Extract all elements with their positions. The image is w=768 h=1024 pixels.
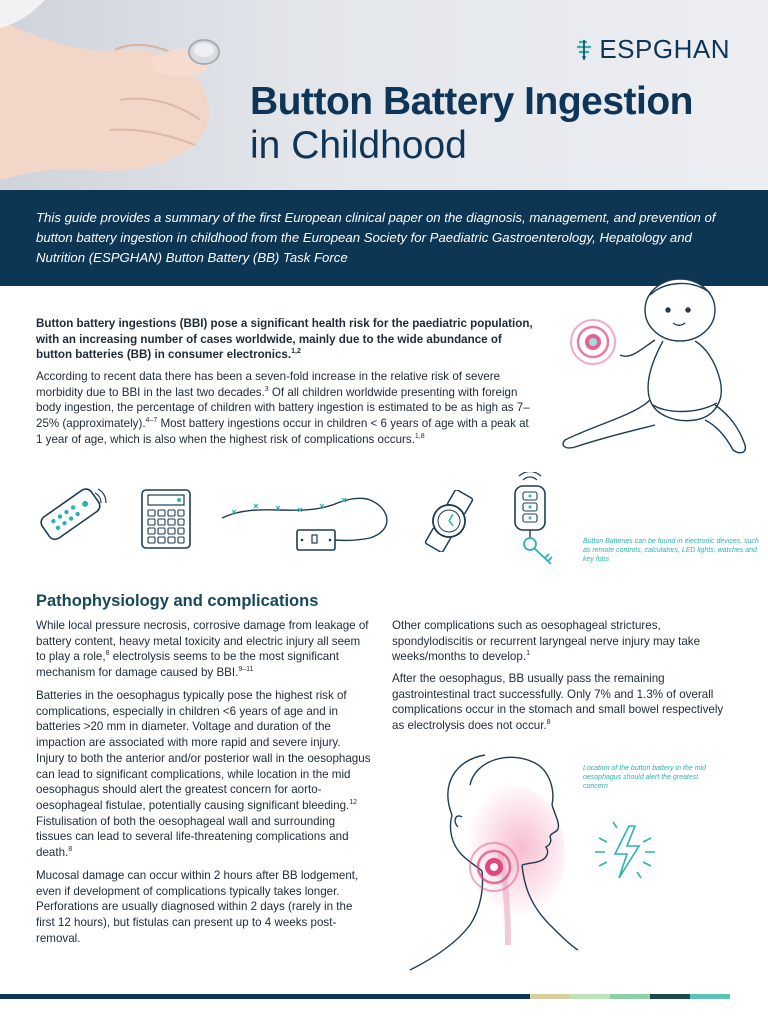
prevalence-text-2: Of all children worldwide presenting with foreign body ingestion, the percentage of children with battery ingestion is estimated to be as high as 7–25% (approximately). <box>36 385 530 431</box>
mechanism-text-1: While local pressure necrosis, corrosive damage from leakage of battery content, heavy metal toxicity and electric injury all seem to play a role, <box>36 619 369 664</box>
prevalence-ref-2: 4–7 <box>145 417 158 425</box>
header-banner <box>0 0 768 190</box>
electricity-icon <box>585 818 665 886</box>
calculator-icon <box>140 488 192 550</box>
intro-band <box>0 190 768 286</box>
lead-ref: 1,2 <box>291 348 301 356</box>
mechanism-ref-2: 9–11 <box>238 666 254 674</box>
gi-tract-text: After the oesophagus, BB usually pass the remaining gastrointestinal tract successfully. Only 7% and 1.3% of overall complications occur in the stomach and small bowel respectively as electrolysis does not occur. <box>392 672 724 733</box>
wristwatch-icon <box>415 490 483 552</box>
key-fob-icon <box>505 472 561 572</box>
mechanism-paragraph <box>36 618 372 681</box>
prevalence-text-1: According to recent data there has been a seven-fold increase in the relative risk of severe morbidity due to BBI in the last two decades. <box>36 370 501 399</box>
mucosal-damage-paragraph: Mucosal damage can occur within 2 hours after BB lodgement, even if development of complications typically takes longer. Perforations are usually diagnosed within 2 days (rarely in the first 12 hours), but fistulas can present up to 4 weeks post-removal. <box>36 869 359 945</box>
child-caption: Location of the button battery in the mid oesophagus should alert the greatest concern <box>583 765 706 790</box>
oesophagus-risk-paragraph <box>36 688 372 861</box>
remote-control-icon <box>35 485 107 545</box>
espghan-logo <box>573 34 730 65</box>
oesophagus-risk-ref-2: 8 <box>68 846 73 854</box>
child-oesophagus-illustration <box>400 745 580 990</box>
baby-illustration <box>555 275 755 470</box>
page-title: Button Battery Ingestion <box>250 80 693 123</box>
oesophagus-risk-text-2: Fistulisation of both the oesophageal wall and surrounding tissues can lead to several life-threatening complications and death. <box>36 814 349 860</box>
page-subtitle: in Childhood <box>250 124 467 167</box>
espghan-logo-text: ESPGHAN <box>599 34 730 64</box>
devices-caption: Button Batteries can be found in electronic devices, such as remote controls, calculators, LED lights, watches and key fobs <box>583 538 759 563</box>
section-title: Pathophysiology and complications <box>36 592 319 610</box>
espghan-logo-icon <box>573 38 595 62</box>
mechanism-text-2: electrolysis seems to be the most significant mechanism for damage caused by BBI. <box>36 650 339 680</box>
footer-segment-green <box>610 994 650 999</box>
oesophagus-risk-text-1: Batteries in the oesophagus typically pose the highest risk of complications, especially in children <6 years of age and in batteries >20 mm in diameter. Voltage and duration of the impaction are associated with more rapid and severe injury. Injury to both the anterior and/or posterior wall in the oesophagus can lead to significant complications, while location in the mid oesophagus should alert the greatest concern for aorto-oesophageal fistulae, potentially causing significant bleeding. <box>36 689 371 812</box>
footer-segment-dark-teal <box>650 994 690 999</box>
footer-color-bar <box>0 994 768 999</box>
prevalence-text-3: Most battery ingestions occur in children < 6 years of age with a peak at 1 year of age, which is also when the highest risk of complications occurs. <box>36 417 529 446</box>
lead-text: Button battery ingestions (BBI) pose a significant health risk for the paediatric population, with an increasing number of cases worldwide, mainly due to the wide abundance of button batteries (BB) in consumer electronics. <box>36 317 533 362</box>
led-string-lights-icon <box>220 490 400 555</box>
prevalence-ref-1: 3 <box>264 385 269 393</box>
footer-segment-teal <box>690 994 730 999</box>
hand-holding-battery-illustration <box>0 0 240 190</box>
gi-tract-paragraph <box>392 671 737 734</box>
late-complications-paragraph <box>392 618 737 665</box>
prevalence-paragraph <box>36 369 536 448</box>
prevalence-ref-3: 1,8 <box>414 432 425 440</box>
mechanism-ref-1: 8 <box>105 650 110 658</box>
lead-paragraph <box>36 316 536 363</box>
footer-segment-sand <box>530 994 570 999</box>
footer-segment-navy <box>0 994 530 999</box>
late-complications-ref: 1 <box>526 650 530 658</box>
oesophagus-risk-ref-1: 12 <box>349 799 358 807</box>
gi-tract-ref: 8 <box>546 719 551 727</box>
footer-segment-mint <box>570 994 610 999</box>
late-complications-text: Other complications such as oesophageal strictures, spondylodiscitis or recurrent laryngeal nerve injury may take weeks/months to develop. <box>392 619 701 664</box>
intro-text: This guide provides a summary of the first European clinical paper on the diagnosis, management, and prevention of button battery ingestion in childhood from the European Society for Paediatric Gastroenterology, Hepatology and Nutrition (ESPGHAN) Button Battery (BB) Task Force <box>36 210 716 265</box>
